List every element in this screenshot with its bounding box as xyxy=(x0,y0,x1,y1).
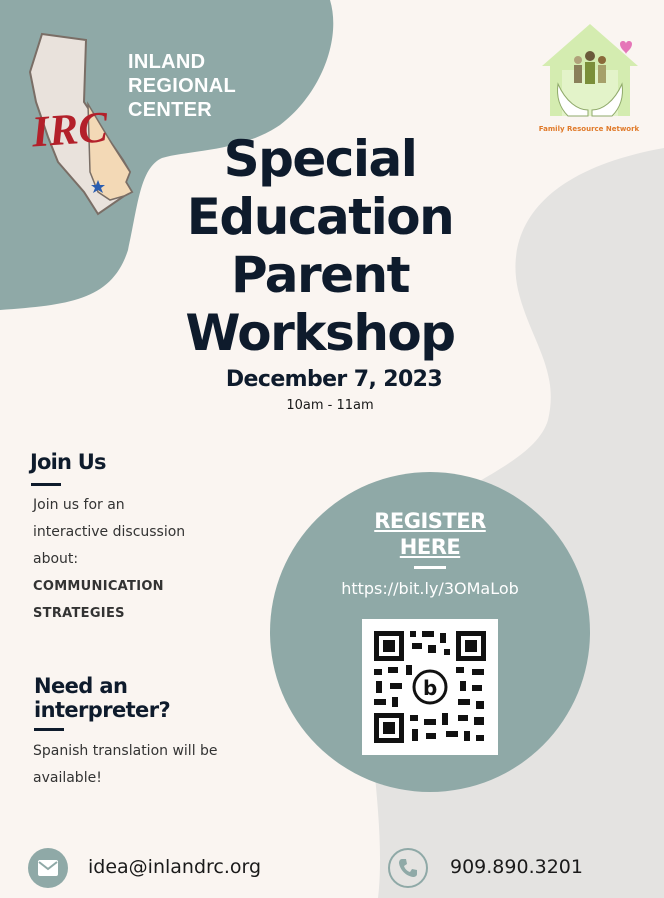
topic-line-2: STRATEGIES xyxy=(33,606,125,621)
join-line-2: interactive discussion xyxy=(33,524,186,540)
family-head-2 xyxy=(585,51,595,61)
join-description xyxy=(33,492,243,627)
interpreter-line-2: available! xyxy=(33,770,102,786)
interpreter-heading xyxy=(34,674,170,722)
org-name-line-3: CENTER xyxy=(128,99,213,121)
register-divider xyxy=(414,566,446,569)
partner-label: Family Resource Network xyxy=(538,125,640,133)
register-line-2: HERE xyxy=(399,535,461,559)
family-head-3 xyxy=(598,56,606,64)
phone-icon xyxy=(388,848,428,888)
interpreter-heading-line-1: Need an xyxy=(34,674,128,698)
event-time: 10am - 11am xyxy=(286,398,374,413)
event-title xyxy=(150,130,490,362)
family-resource-network-logo xyxy=(538,20,642,124)
mail-icon xyxy=(28,848,68,888)
interpreter-divider xyxy=(34,728,64,731)
title-line-2: Education xyxy=(186,188,454,246)
org-name-line-1: INLAND xyxy=(128,51,206,73)
contact-phone[interactable]: 909.890.3201 xyxy=(450,856,583,878)
topic-line-1: COMMUNICATION xyxy=(33,579,164,594)
join-heading: Join Us xyxy=(30,450,106,474)
qr-code[interactable] xyxy=(362,619,498,755)
register-line-1: REGISTER xyxy=(374,509,486,533)
org-name-line-2: REGIONAL xyxy=(128,75,236,97)
qr-code-icon xyxy=(362,619,498,755)
title-line-1: Special xyxy=(223,130,417,188)
family-body-2 xyxy=(585,62,595,84)
family-body-3 xyxy=(598,65,606,83)
join-divider xyxy=(31,483,61,486)
join-line-1: Join us for an xyxy=(33,497,125,513)
event-date: December 7, 2023 xyxy=(225,367,443,392)
title-line-4: Workshop xyxy=(185,304,455,362)
contact-email[interactable]: idea@inlandrc.org xyxy=(88,856,262,878)
family-head-1 xyxy=(574,56,582,64)
interpreter-text xyxy=(33,738,253,792)
register-link[interactable] xyxy=(330,508,530,560)
family-body-1 xyxy=(574,65,582,83)
register-url[interactable]: https://bit.ly/3OMaLob xyxy=(341,579,519,598)
interpreter-line-1: Spanish translation will be xyxy=(33,743,218,759)
irc-logo-text: IRC xyxy=(30,102,110,157)
title-line-3: Parent xyxy=(230,246,410,304)
join-line-3: about: xyxy=(33,551,79,567)
svg-text:b: b xyxy=(423,676,438,700)
organization-name xyxy=(128,50,268,122)
interpreter-heading-line-2: interpreter? xyxy=(34,698,171,722)
